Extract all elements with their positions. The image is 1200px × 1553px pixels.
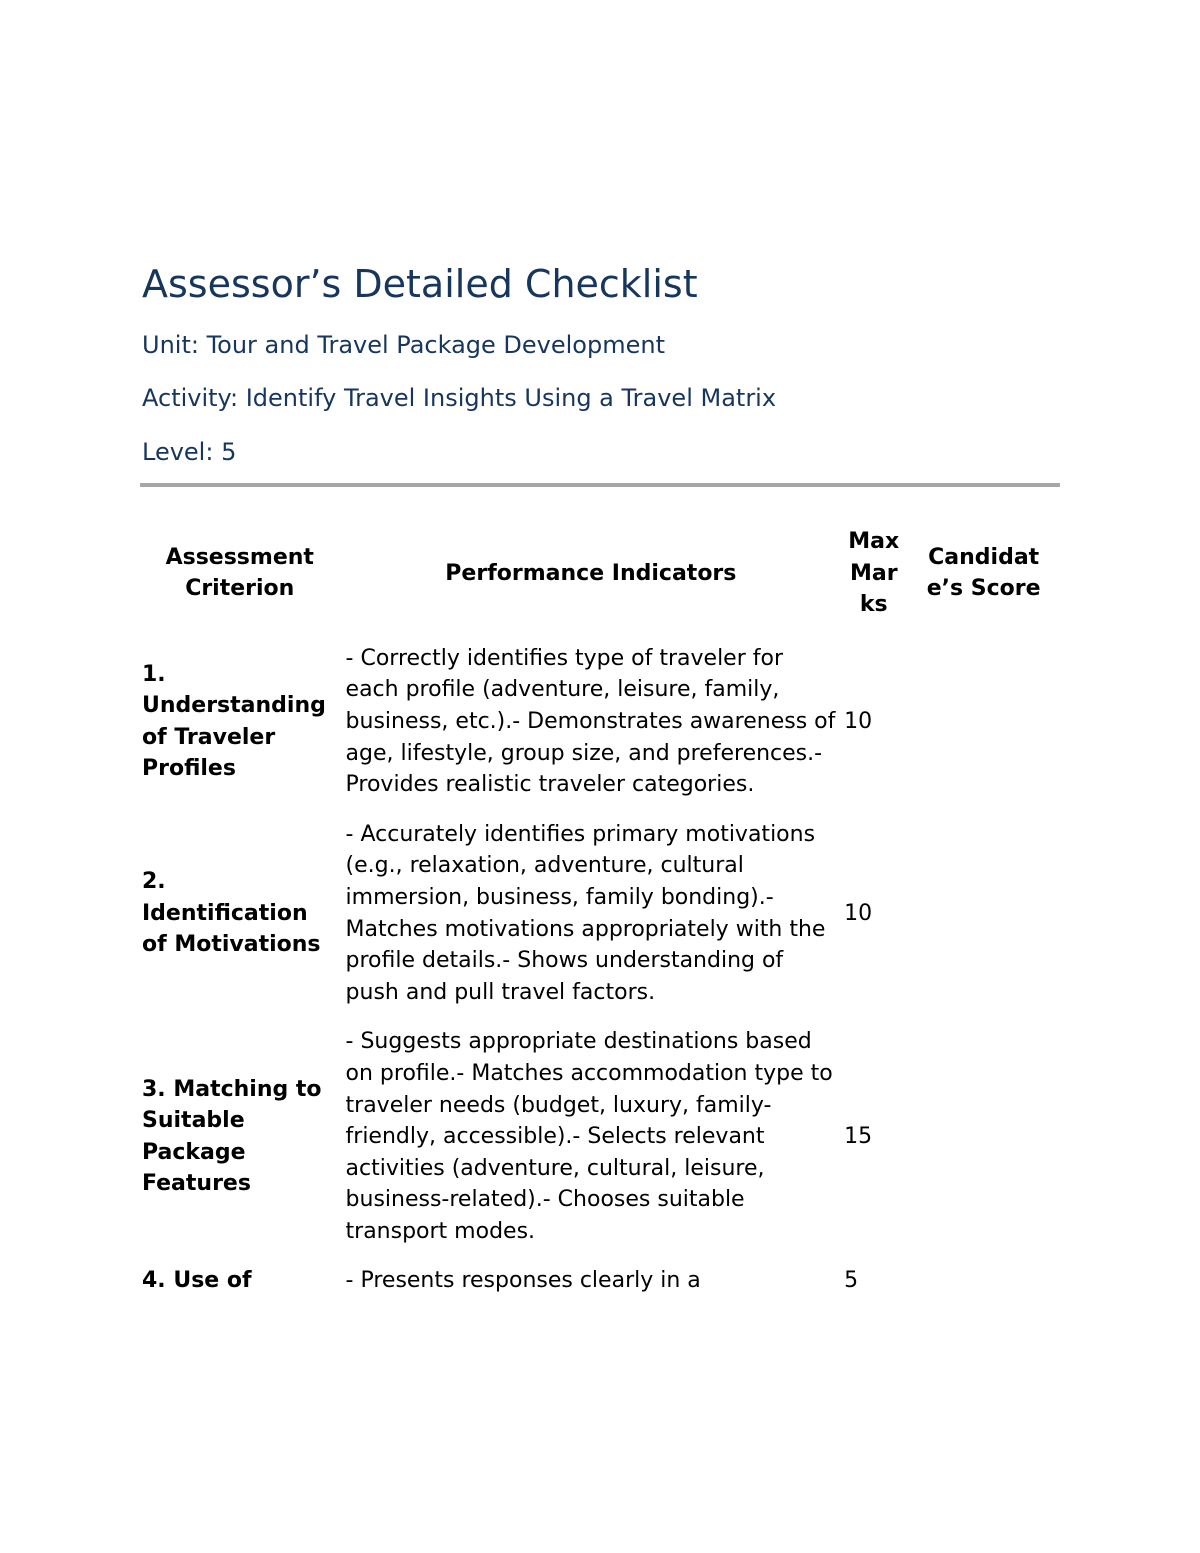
candidate-score-cell[interactable] [907,1257,1060,1307]
header-performance-indicators: Performance Indicators [445,560,737,586]
table-row [138,635,1060,811]
header-candidate-score: Candidate’s Score [926,544,1041,602]
table-row [138,811,1060,1019]
criterion-cell: 4. Use of [142,1268,252,1294]
table-header-row [138,520,1060,635]
criterion-cell: 1. Understanding of Traveler Profiles [142,661,326,782]
criterion-cell: 3. Matching to Suitable Package Features [142,1076,322,1197]
max-marks-cell: 10 [844,900,873,926]
unit-line: Unit: Tour and Travel Package Development [142,331,665,359]
activity-line: Activity: Identify Travel Insights Using a Travel Matrix [142,384,777,412]
max-marks-cell: 15 [844,1124,873,1150]
criterion-cell: 2. Identification of Motivations [142,869,321,958]
indicators-cell: - Presents responses clearly in a [345,1268,701,1294]
header-assessment-criterion: Assessment Criterion [165,544,314,602]
table-row [138,1018,1060,1257]
indicators-cell: - Accurately identifies primary motivations (e.g., relaxation, adventure, cultural immersion, business, family bonding).- Matches motivations appropriately with the profile details.- Shows understanding of push and pull travel factors. [345,821,826,1005]
indicators-cell: - Correctly identifies type of traveler for each profile (adventure, leisure, family, business, etc.).- Demonstrates awareness of age, lifestyle, group size, and preferences.- Provides realistic traveler categories. [345,645,836,798]
max-marks-cell: 10 [844,708,873,734]
assessment-checklist-table [138,520,1060,1307]
header-max-marks: Max Marks [848,529,900,618]
indicators-cell: - Suggests appropriate destinations based on profile.- Matches accommodation type to traveler needs (budget, luxury, family-friendly, accessible).- Selects relevant activities (adventure, cultural, leisure, business-related).- Chooses suitable transport modes. [345,1029,833,1244]
candidate-score-cell[interactable] [907,635,1060,811]
level-line: Level: 5 [142,438,237,466]
table-row [138,1257,1060,1307]
horizontal-rule [140,483,1060,487]
candidate-score-cell[interactable] [907,1018,1060,1257]
candidate-score-cell[interactable] [907,811,1060,1019]
document-title: Assessor’s Detailed Checklist [142,262,698,306]
max-marks-cell: 5 [844,1268,859,1294]
